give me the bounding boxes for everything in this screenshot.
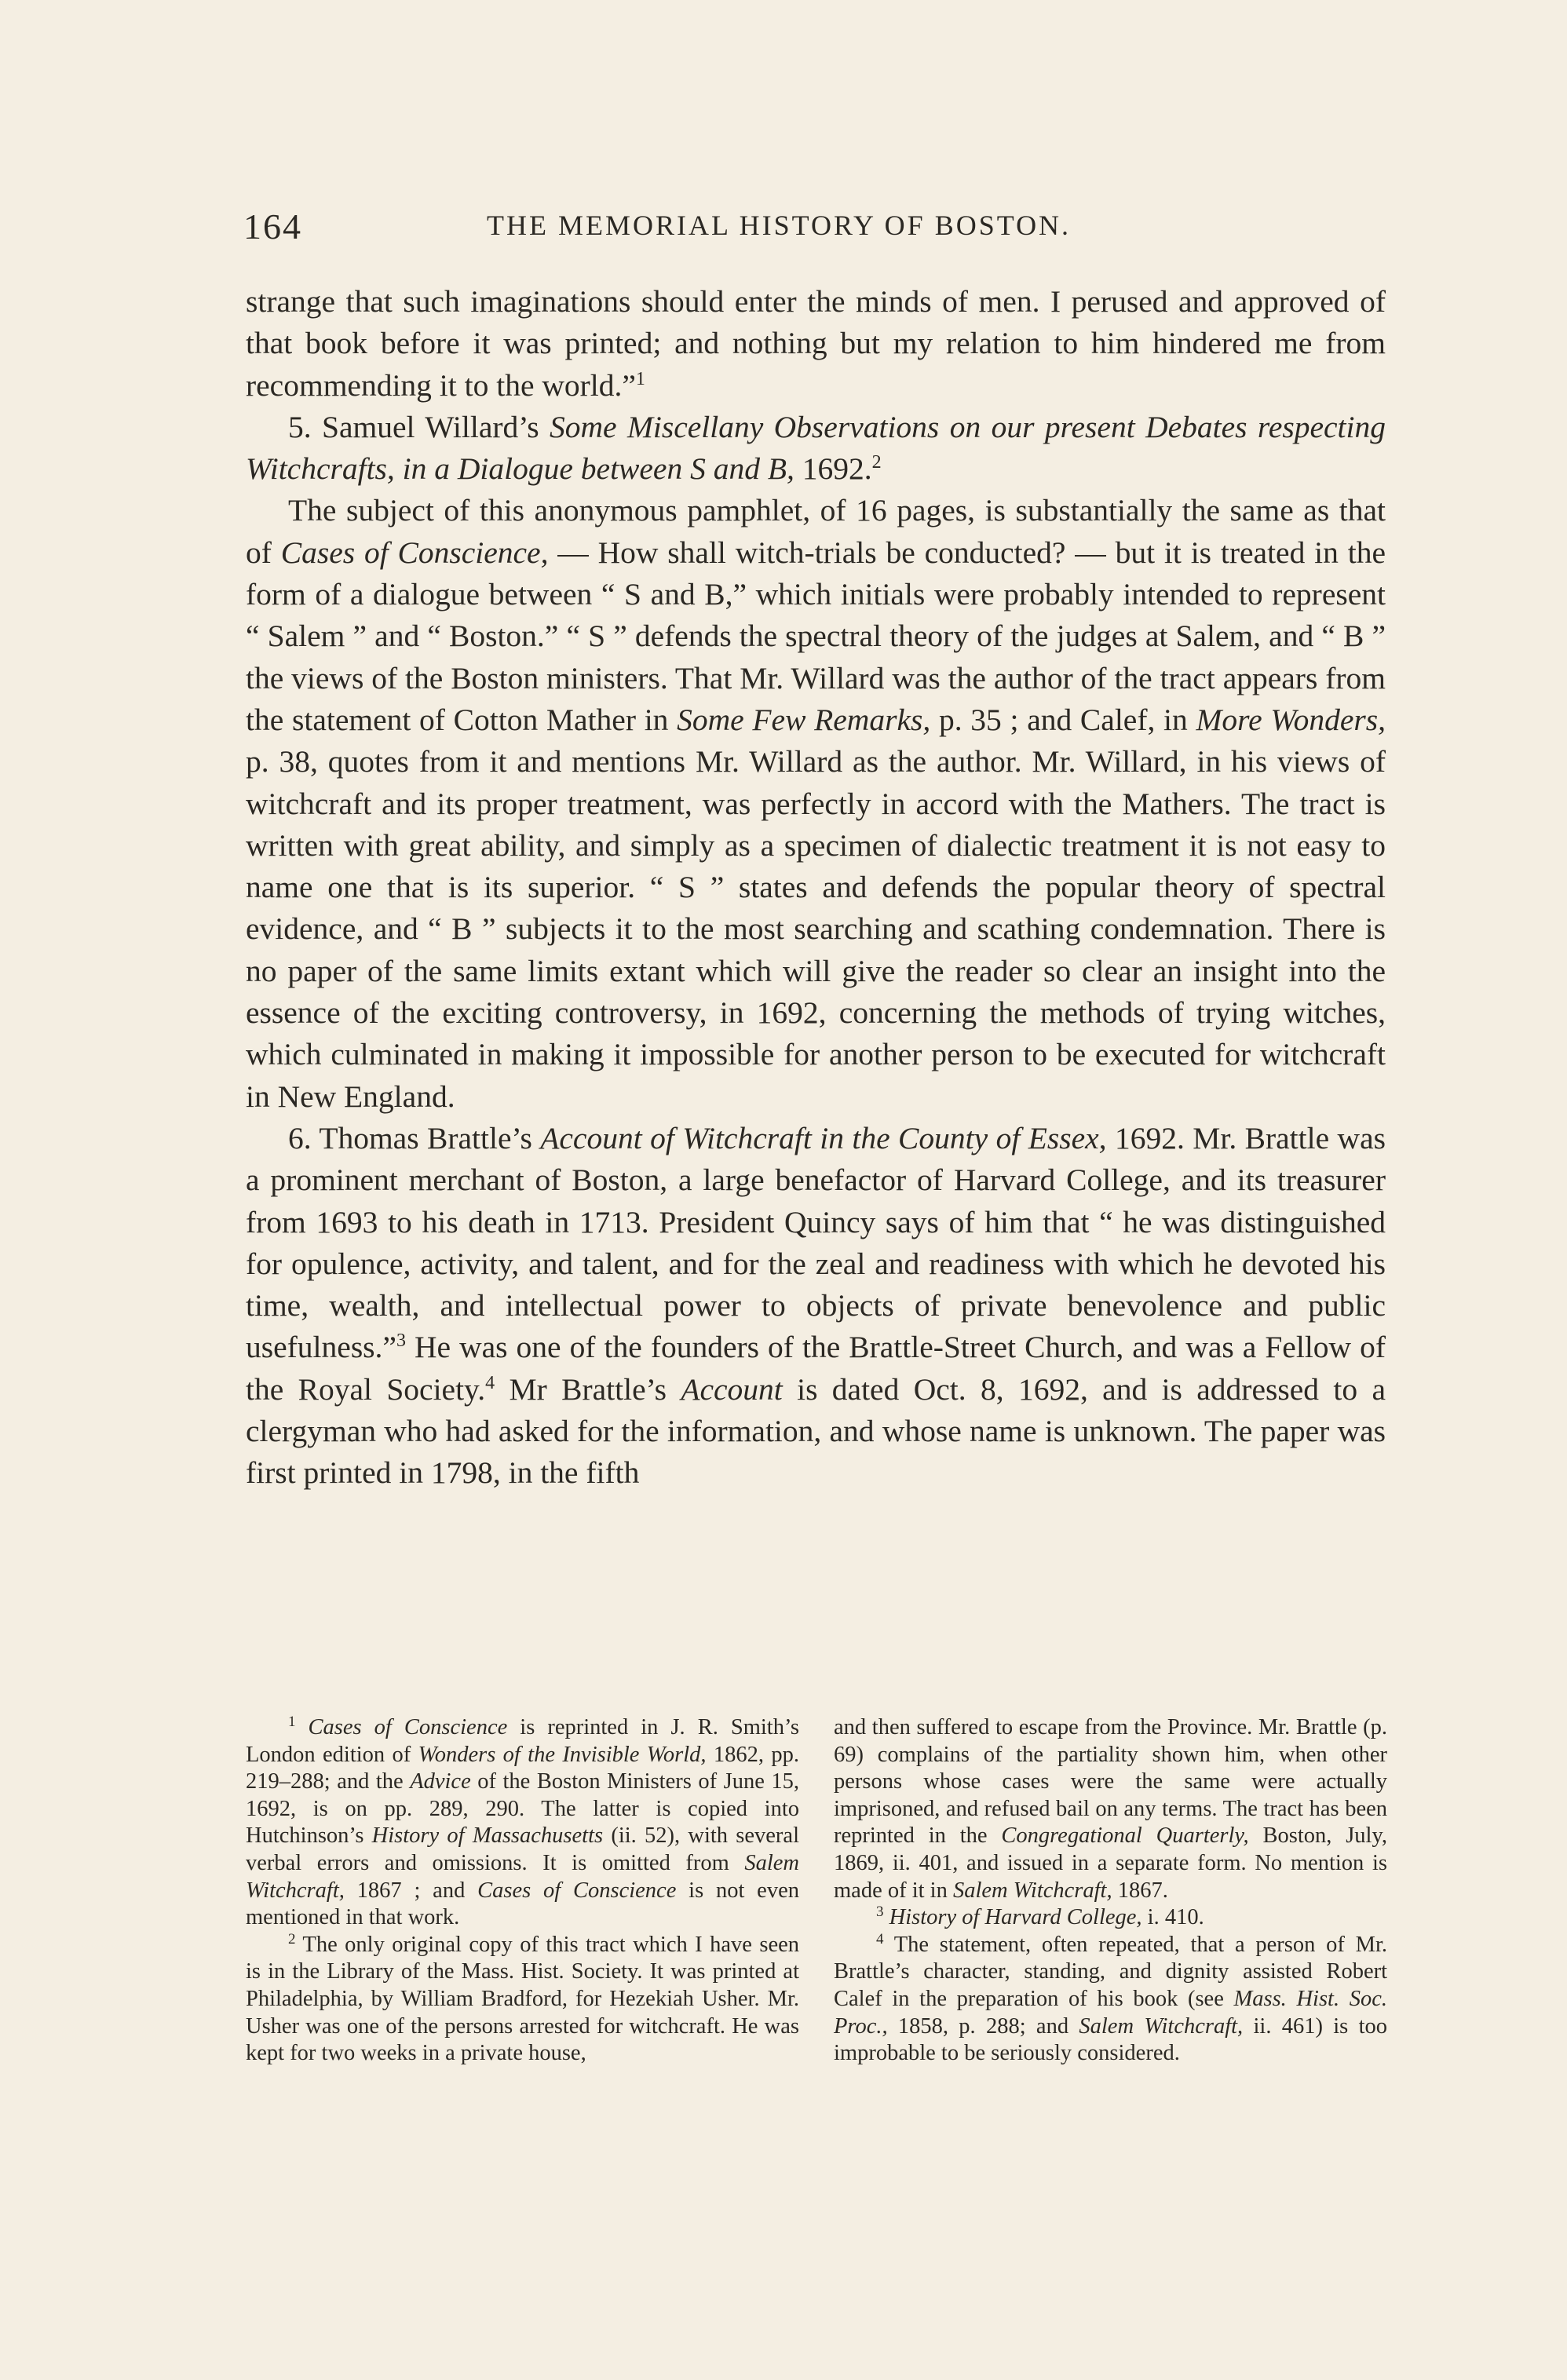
running-head: THE MEMORIAL HISTORY OF BOSTON. <box>487 210 1072 241</box>
work-title: Some Few Remarks, <box>677 702 931 737</box>
paragraph-item-6: 6. Thomas Brattle’s Account of Witchcraft in the County of Essex, 1692. Mr. Brattle was a prominent merchant of Boston, a large benefactor of Harvard College, and its treasurer from 1693 to his death in 1713. President Quincy says of him that “ he was distinguished for opulence, activity, and talent, and for the zeal and readiness with which he devoted his time, wealth, and intellectual power to objects of private benevolence and public usefulness.”$^3$ He was one of the founders of the Brattle-Street Church, and was a Fellow of the Royal Society.$^4$ Mr Brattle’s Account is dated Oct. 8, 1692, and is addressed to a clergyman who had asked for the information, and whose name is unknown. The paper was first printed in 1798, in the fifth <box>246 1120 1386 1491</box>
footnote-mark: 4 <box>876 1930 884 1947</box>
footnote-3: $^3$ History of Harvard College, i. 410. <box>876 1904 1204 1930</box>
paragraph-pamphlet: The subject of this anonymous pamphlet, of 16 pages, is substantially the same as that of Cases of Conscience, — How shall witch-trials be conducted? — but it is treated in the form of a dialogue between “ S and B,” which initials were probably intended to represent “ Salem ” and “ Boston.” “ S ” defends the spectral theory of the judges at Salem, and “ B ” the views of the Boston ministers. That Mr. Willard was the author of the tract appears from the statement of Cotton Mather in Some Few Remarks, p. 35 ; and Calef, in More Wonders, p. 38, quotes from it and mentions Mr. Willard as the author. Mr. Willard, in his views of witchcraft and its proper treatment, was perfectly in accord with the Mathers. The tract is written with great ability, and simply as a specimen of dialectic treatment it is not easy to name one that is its superior. “ S ” states and defends the popular theory of spectral evidence, and “ B ” subjects it to the most searching and scathing condemnation. There is no paper of the same limits extant which will give the reader so clear an insight into the essence of the exciting controversy, in 1692, concerning the methods of trying witches, which culminated in making it impossible for another person to be executed for witchcraft in New England. <box>246 493 1386 1114</box>
footnote-2: $^2$ The only original copy of this tract which I have seen is in the Library of the Mass. Hist. Society. It was printed at Philadelphia, by William Bradford, for Hezekiah Usher. Mr. Usher was one of the persons arrested for witchcraft. He was kept for two weeks in a private house, <box>246 1930 799 2066</box>
footnote-mark: 1 <box>288 1714 296 1730</box>
footnote-ref-1: 1 <box>635 368 645 389</box>
footnote-1: $^1$ Cases of Conscience is reprinted in J. R. Smith’s London edition of Wonders of the Invisible World, 1862, pp. 219–288; and the Advice of the Boston Ministers of June 15, 1692, is on pp. 289, 290. The latter is copied into Hutchinson’s History of Massachusetts (ii. 52), with several verbal errors and omissions. It is omitted from Salem Witchcraft, 1867 ; and Cases of Conscience is not even mentioned in that work. <box>246 1714 799 1930</box>
footnote-ref-4: 4 <box>485 1372 495 1393</box>
footnote-mark: 2 <box>288 1930 296 1947</box>
footnote-2-continued: and then suffered to escape from the Province. Mr. Brattle (p. 69) complains of the partiality shown him, when other persons whose cases were the same were actually imprisoned, and refused bail on any terms. The tract has been reprinted in the Congregational Quarterly, Boston, July, 1869, ii. 401, and issued in a separate form. No mention is made of it in Salem Witchcraft, 1867. <box>834 1715 1387 1903</box>
work-title: Account <box>681 1371 783 1407</box>
work-title: Account of Witchcraft in the County of Essex, <box>540 1120 1107 1155</box>
paragraph-item-5: 5. Samuel Willard’s Some Miscellany Observations on our present Debates respecting Witchcrafts, in a Dialogue between S and B, 1692.$^2$ <box>246 409 1386 487</box>
work-title: More Wonders, <box>1196 702 1386 737</box>
work-title: Some Miscellany Observations on our present Debates respecting Witchcrafts, in a Dialogue between S and B, <box>246 409 1386 487</box>
footnote-ref-2: 2 <box>871 452 882 473</box>
footnote-ref-3: 3 <box>396 1331 406 1352</box>
footnote-column-left <box>246 1714 799 2068</box>
paragraph-continued: strange that such imaginations should enter the minds of men. I perused and approved of that book before it was printed; and nothing but my relation to him hindered me from recommending it to the world.”$^1$ <box>246 284 1386 403</box>
footnote-4: $^4$ The statement, often repeated, that a person of Mr. Brattle’s character, standing, and dignity assisted Robert Calef in the preparation of his book (see Mass. Hist. Soc. Proc., 1858, p. 288; and Salem Witchcraft, ii. 461) is too improbable to be seriously considered. <box>834 1930 1387 2066</box>
footnote-mark: 3 <box>876 1904 884 1921</box>
page-number: 164 <box>243 206 302 246</box>
page-header <box>243 206 1386 253</box>
footnote-column-right <box>834 1714 1387 2068</box>
main-text <box>246 281 1386 1495</box>
work-title: Cases of Conscience, <box>280 535 549 570</box>
